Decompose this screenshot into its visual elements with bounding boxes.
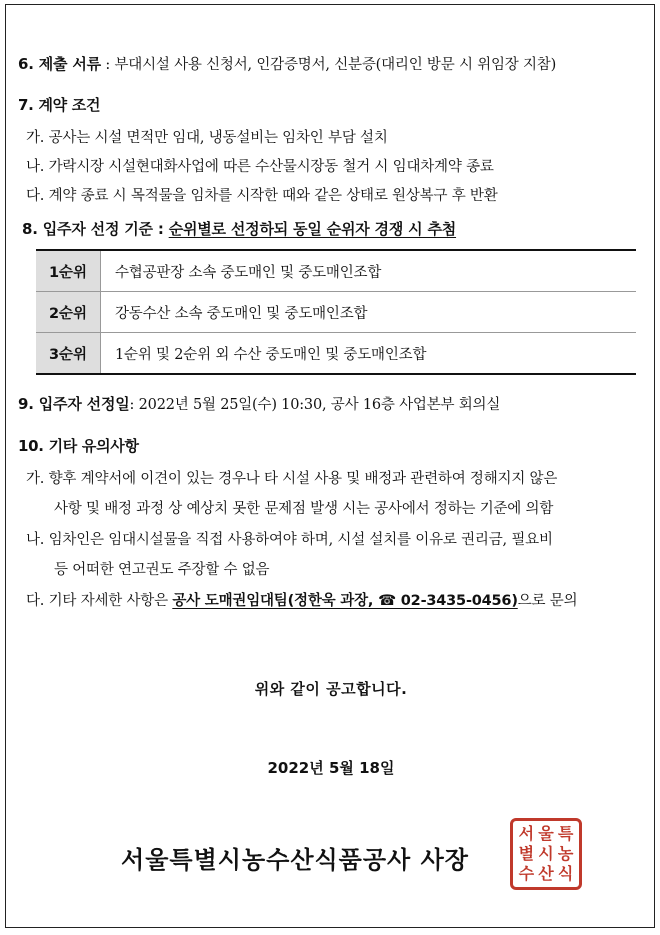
section-7-item-3: 다. 계약 종료 시 목적물을 임차를 시작한 때와 같은 상태로 원상복구 후 반환 [26, 188, 498, 204]
rank-description: 1순위 및 2순위 외 수산 중도매인 및 중도매인조합 [115, 346, 427, 363]
section-10-item-c-suffix: 으로 문의 [517, 593, 578, 609]
announcement-date: 2022년 5월 18일 [267, 759, 395, 777]
section-10-item-c [26, 589, 577, 610]
section-8-heading: 8. 입주자 선정 기준 [22, 220, 153, 238]
section-10-item-b-line-2: 등 어떠한 연고권도 주장할 수 없음 [54, 562, 270, 578]
contact-info: 공사 도매권임대팀(정한욱 과장, ☎ 02-3435-0456) [172, 593, 518, 609]
section-9-heading: 9. 입주자 선정일 [18, 395, 130, 413]
selection-priority-table [36, 249, 636, 375]
table-row [36, 292, 636, 333]
section-8 [22, 218, 456, 239]
table-row [36, 250, 636, 292]
section-6 [18, 53, 556, 74]
table-row [36, 333, 636, 375]
announcement-page [5, 4, 655, 928]
section-6-separator: : [100, 57, 115, 73]
section-10-item-c-prefix: 다. 기타 자세한 사항은 [26, 593, 173, 609]
section-10-item-a-line-2: 사항 및 배정 과정 상 예상치 못한 문제점 발생 시는 공사에서 정하는 기준에 의함 [54, 501, 554, 517]
section-6-heading: 6. 제출 서류 [18, 55, 101, 73]
section-9-text: 2022년 5월 25일(수) 10:30, 공사 16층 사업본부 회의실 [138, 397, 501, 413]
section-8-separator: : [152, 220, 169, 238]
rank-description: 강동수산 소속 중도매인 및 중도매인조합 [101, 292, 637, 333]
closing-statement: 위와 같이 공고합니다. [254, 680, 408, 698]
section-6-text: 부대시설 사용 신청서, 인감증명서, 신분증(대리인 방문 시 위임장 지참) [114, 57, 557, 73]
section-8-text: 순위별로 선정하되 동일 순위자 경쟁 시 추첨 [168, 220, 457, 238]
section-7-item-1: 가. 공사는 시설 면적만 임대, 냉동설비는 임차인 부담 설치 [26, 130, 388, 146]
rank-cell: 3순위 [36, 333, 101, 375]
section-10-heading: 10. 기타 유의사항 [18, 437, 139, 455]
section-7-item-2: 나. 가락시장 시설현대화사업에 따른 수산물시장동 철거 시 임대차계약 종료 [26, 159, 494, 175]
rank-description: 수협공판장 소속 중도매인 및 중도매인조합 [101, 250, 637, 292]
section-9 [18, 393, 500, 414]
section-10-item-a-line-1: 가. 향후 계약서에 이견이 있는 경우나 타 시설 사용 및 배정과 관련하여 정해지지 않은 [26, 471, 558, 487]
section-7-heading: 7. 계약 조건 [18, 96, 101, 114]
rank-cell: 1순위 [36, 250, 101, 292]
issuer-name: 서울특별시농수산식품공사 사장 [121, 846, 469, 874]
official-seal-icon: 서 울 특 별 시 농 수 산 식 [510, 818, 582, 890]
rank-cell: 2순위 [36, 292, 101, 333]
section-10-item-b-line-1: 나. 임차인은 임대시설물을 직접 사용하여야 하며, 시설 설치를 이유로 권리금, 필요비 [26, 532, 553, 548]
section-9-separator: : [129, 397, 139, 413]
